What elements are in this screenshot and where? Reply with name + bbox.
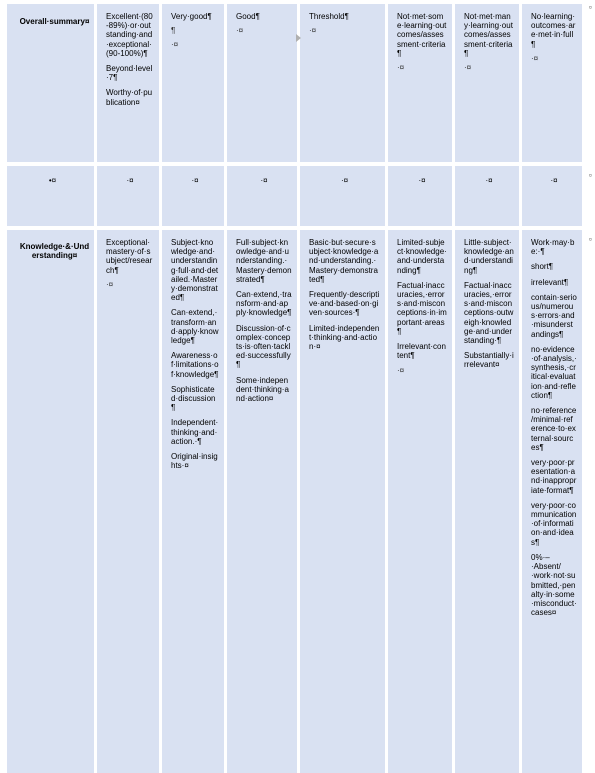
row-header-text: •¤	[48, 176, 57, 185]
cell-knowledge-no-outcomes	[522, 230, 582, 773]
cell-text: very·poor·presentation·and·inappropriate·format¶	[531, 458, 577, 495]
cell-text: Work·may·be:·¶	[531, 238, 575, 257]
cell-text: Good¶	[236, 12, 260, 21]
paragraph-mark: ¶	[171, 26, 176, 36]
cell-overall-very-good	[162, 4, 224, 162]
cell-end-mark: ·¤	[397, 63, 405, 73]
cell-text: Little·subject·knowledge·and·understanding¶	[464, 238, 514, 275]
cell-text: Worthy·of·publication¤	[106, 88, 153, 107]
cell-empty	[455, 166, 519, 226]
row-end-mark: ¤	[589, 173, 592, 179]
cell-end-mark: ·¤	[485, 176, 493, 185]
cell-text: Subject·knowledge·and·understanding·full·and·detailed.·Mastery·demonstrated¶	[171, 238, 219, 303]
cell-knowledge-not-met-some	[388, 230, 452, 773]
cell-end-mark: ·¤	[106, 279, 114, 289]
cell-text: Original·insights·¤	[171, 452, 218, 471]
cell-empty	[97, 166, 159, 226]
cell-text: Beyond·level·7¶	[106, 64, 153, 83]
row-header-bullet	[7, 166, 94, 226]
cell-overall-no-outcomes	[522, 4, 582, 162]
cell-end-mark: ·¤	[260, 176, 268, 185]
cell-text: Limited·independent·thinking·and·action·¤	[309, 323, 380, 352]
cell-text: Threshold¶	[309, 12, 349, 21]
cell-text: no·reference/minimal·reference·to·external·sources¶	[531, 406, 577, 452]
cell-text: Some·independent·thinking·and·action¤	[236, 375, 289, 404]
cell-knowledge-good	[227, 230, 297, 773]
cell-text: Discussion·of·complex·concepts·is·often·tackled·successfully¶	[236, 323, 291, 370]
cell-empty	[300, 166, 385, 226]
cell-knowledge-excellent	[97, 230, 159, 773]
cell-text: very·poor·communication·of·information·and·ideas¶	[531, 500, 577, 547]
cell-overall-not-met-some	[388, 4, 452, 162]
cell-overall-not-met-many	[455, 4, 519, 162]
cell-text: Not·met·some·learning·outcomes/assessment·criteria¶	[397, 12, 447, 58]
cell-knowledge-threshold	[300, 230, 385, 773]
cell-text: Can·extend,·transform·and·apply·knowledge¶	[236, 290, 292, 318]
cell-end-mark: ·¤	[418, 176, 426, 185]
cell-text: contain·serious/numerous·errors·and·misunderstandings¶	[531, 292, 577, 339]
cell-text: Frequently·descriptive·and·based·on·given·sources·¶	[309, 290, 380, 318]
cell-end-mark: ·¤	[126, 176, 134, 185]
cell-text: Not·met·many·learning·outcomes/assessment·criteria¶	[464, 12, 513, 58]
cell-overall-good	[227, 4, 297, 162]
row-end-mark: ¤	[589, 5, 592, 11]
cell-text: Basic·but·secure·subject·knowledge·and·understanding.·Mastery·demonstrated¶	[309, 238, 379, 284]
row-header-text: Knowledge·&·Understanding¤	[19, 242, 90, 261]
row-header-knowledge-understanding	[7, 230, 94, 773]
cell-text: Limited·subject·knowledge·and·understanding¶	[397, 238, 447, 275]
cell-text: Excellent·(80-89%)·or·outstanding·and·exceptional·(90-100%)¶	[106, 12, 153, 58]
cell-text: Very·good¶	[171, 12, 212, 21]
row-header-text: Overall·summary¤	[19, 17, 90, 26]
cell-empty	[522, 166, 582, 226]
cell-end-mark: ·¤	[397, 366, 405, 376]
cell-end-mark: ·¤	[309, 26, 317, 36]
cell-knowledge-very-good	[162, 230, 224, 773]
cell-end-mark: ·¤	[531, 53, 539, 63]
cell-text: short¶	[531, 262, 554, 272]
cell-end-mark: ·¤	[464, 63, 472, 73]
cell-text: No·learning·outcomes·are·met·in·full¶	[531, 12, 576, 49]
cell-text: Can·extend,·transform·and·apply·knowledge¶	[171, 308, 219, 346]
cell-text: Factual·inaccuracies,·errors·and·misconceptions·in·important·areas¶	[397, 280, 447, 336]
cell-text: Exceptional·mastery·of·subject/research¶	[106, 238, 153, 275]
cell-text: Irrelevant·content¶	[397, 342, 446, 361]
cell-overall-excellent	[97, 4, 159, 162]
cell-text: irrelevant¶	[531, 277, 569, 287]
cell-text: 0%·–·Absent/·work·not·submitted,·penalty·in·some·misconduct·cases¤	[531, 552, 577, 618]
cell-text: Independent·thinking·and·action.·¶	[171, 418, 219, 446]
cell-text: Full·subject·knowledge·and·understanding.·Mastery·demonstrated¶	[236, 238, 292, 284]
cell-end-mark: ·¤	[171, 40, 179, 50]
row-header-overall-summary	[7, 4, 94, 162]
grading-criteria-table	[7, 4, 580, 765]
cell-text: no·evidence·of·analysis,·synthesis,·critical·evaluation·and·reflection¶	[531, 344, 577, 400]
cell-end-mark: ·¤	[236, 26, 244, 36]
cell-end-mark: ·¤	[550, 176, 558, 185]
cell-text: Awareness·of·limitations·of·knowledge¶	[171, 351, 219, 379]
cell-empty	[388, 166, 452, 226]
cell-empty	[162, 166, 224, 226]
cell-end-mark: ·¤	[191, 176, 199, 185]
cell-text: Substantially·irrelevant¤	[464, 351, 514, 370]
cell-knowledge-not-met-many	[455, 230, 519, 773]
cell-overall-threshold	[300, 4, 385, 162]
cell-end-mark: ·¤	[340, 176, 349, 185]
cell-text: Factual·inaccuracies,·errors·and·misconceptions·outweigh·knowledge·and·understanding·¶	[464, 280, 514, 346]
row-end-mark: ¤	[589, 237, 592, 243]
cell-empty	[227, 166, 297, 226]
cell-text: Sophisticated·discussion¶	[171, 384, 216, 413]
